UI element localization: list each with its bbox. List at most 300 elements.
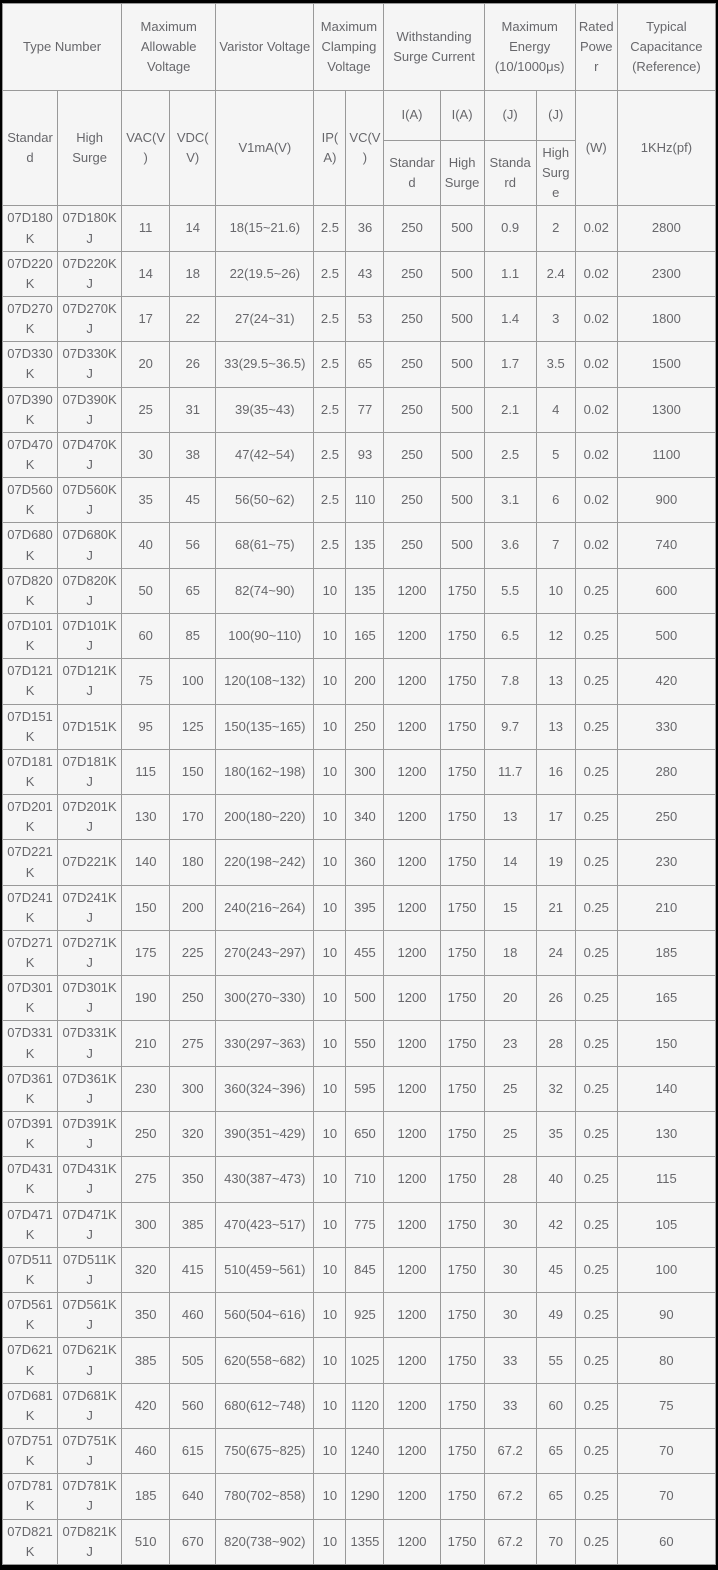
cell: 1200: [384, 930, 440, 975]
cell: 1100: [617, 432, 715, 477]
cell: 1200: [384, 1021, 440, 1066]
cell: 500: [440, 342, 484, 387]
cell: 0.25: [575, 749, 617, 794]
cell: 10: [314, 930, 346, 975]
cell: 0.02: [575, 342, 617, 387]
cell: 24: [536, 930, 575, 975]
cell: 07D330KJ: [58, 342, 122, 387]
cell: 65: [536, 1474, 575, 1519]
cell: 775: [346, 1202, 384, 1247]
cell: 1750: [440, 1429, 484, 1474]
cell: 07D680K: [3, 523, 58, 568]
cell: 19: [536, 840, 575, 885]
cell: 1750: [440, 1338, 484, 1383]
table-row: [3, 1066, 716, 1111]
cell: 1750: [440, 659, 484, 704]
cell: 340: [346, 795, 384, 840]
cell: 07D820KJ: [58, 568, 122, 613]
cell: 0.02: [575, 523, 617, 568]
subheader-ip: IP(A): [314, 91, 346, 206]
table-row: [3, 704, 716, 749]
cell: 280: [617, 749, 715, 794]
cell: 70: [617, 1429, 715, 1474]
cell: 0.02: [575, 478, 617, 523]
table-row: [3, 478, 716, 523]
cell: 710: [346, 1157, 384, 1202]
cell: 18(15~21.6): [216, 206, 314, 251]
cell: 250: [384, 296, 440, 341]
header-max-clamping-voltage: Maximum Clamping Voltage: [314, 4, 384, 91]
cell: 07D221K: [3, 840, 58, 885]
cell: 0.25: [575, 1293, 617, 1338]
cell: 1.1: [484, 251, 536, 296]
cell: 07D220KJ: [58, 251, 122, 296]
cell: 115: [617, 1157, 715, 1202]
table-row: [3, 251, 716, 296]
cell: 11: [122, 206, 170, 251]
cell: 27(24~31): [216, 296, 314, 341]
cell: 07D821KJ: [58, 1519, 122, 1564]
cell: 5: [536, 432, 575, 477]
cell: 0.02: [575, 296, 617, 341]
cell: 350: [122, 1293, 170, 1338]
cell: 10: [314, 1202, 346, 1247]
cell: 75: [617, 1383, 715, 1428]
cell: 1290: [346, 1474, 384, 1519]
table-row: [3, 568, 716, 613]
cell: 500: [440, 478, 484, 523]
cell: 615: [170, 1429, 216, 1474]
cell: 500: [440, 387, 484, 432]
cell: 595: [346, 1066, 384, 1111]
cell: 845: [346, 1247, 384, 1292]
cell: 14: [170, 206, 216, 251]
cell: 1750: [440, 930, 484, 975]
cell: 31: [170, 387, 216, 432]
cell: 10: [314, 1247, 346, 1292]
subheader-energy-unit-standard: (J): [484, 91, 536, 141]
cell: 0.25: [575, 1021, 617, 1066]
table-row: [3, 1247, 716, 1292]
cell: 125: [170, 704, 216, 749]
cell: 1500: [617, 342, 715, 387]
cell: 500: [440, 296, 484, 341]
cell: 65: [170, 568, 216, 613]
cell: 42: [536, 1202, 575, 1247]
cell: 93: [346, 432, 384, 477]
table-row: [3, 840, 716, 885]
cell: 250: [384, 432, 440, 477]
cell: 455: [346, 930, 384, 975]
cell: 07D560K: [3, 478, 58, 523]
header-typical-capacitance: Typical Capacitance (Reference): [617, 4, 715, 91]
cell: 1200: [384, 613, 440, 658]
cell: 2.5: [314, 342, 346, 387]
cell: 07D560KJ: [58, 478, 122, 523]
cell: 250: [346, 704, 384, 749]
cell: 22: [170, 296, 216, 341]
cell: 2.4: [536, 251, 575, 296]
cell: 68(61~75): [216, 523, 314, 568]
cell: 40: [122, 523, 170, 568]
cell: 70: [536, 1519, 575, 1564]
cell: 12: [536, 613, 575, 658]
cell: 180(162~198): [216, 749, 314, 794]
subheader-energy-high-surge: High Surge: [536, 141, 575, 206]
cell: 560: [170, 1383, 216, 1428]
cell: 25: [484, 1112, 536, 1157]
cell: 650: [346, 1112, 384, 1157]
cell: 670: [170, 1519, 216, 1564]
cell: 0.02: [575, 251, 617, 296]
cell: 1800: [617, 296, 715, 341]
cell: 2300: [617, 251, 715, 296]
cell: 60: [536, 1383, 575, 1428]
table-row: [3, 432, 716, 477]
cell: 45: [170, 478, 216, 523]
table-row: [3, 342, 716, 387]
cell: 150: [122, 885, 170, 930]
cell: 1200: [384, 568, 440, 613]
cell: 925: [346, 1293, 384, 1338]
table-row: [3, 1021, 716, 1066]
subheader-surge-standard: Standard: [384, 141, 440, 206]
cell: 1750: [440, 1293, 484, 1338]
header-type-number: Type Number: [3, 4, 122, 91]
cell: 13: [536, 704, 575, 749]
cell: 640: [170, 1474, 216, 1519]
cell: 1200: [384, 1293, 440, 1338]
cell: 39(35~43): [216, 387, 314, 432]
varistor-spec-table: [2, 3, 716, 1565]
cell: 1750: [440, 749, 484, 794]
cell: 600: [617, 568, 715, 613]
cell: 200: [170, 885, 216, 930]
cell: 460: [170, 1293, 216, 1338]
cell: 07D390K: [3, 387, 58, 432]
cell: 330(297~363): [216, 1021, 314, 1066]
cell: 30: [484, 1293, 536, 1338]
cell: 250: [170, 976, 216, 1021]
cell: 10: [314, 613, 346, 658]
cell: 250: [617, 795, 715, 840]
cell: 360: [346, 840, 384, 885]
cell: 10: [314, 568, 346, 613]
cell: 0.25: [575, 1383, 617, 1428]
cell: 07D361KJ: [58, 1066, 122, 1111]
cell: 2800: [617, 206, 715, 251]
cell: 30: [484, 1202, 536, 1247]
cell: 175: [122, 930, 170, 975]
cell: 26: [536, 976, 575, 1021]
cell: 10: [314, 795, 346, 840]
cell: 22(19.5~26): [216, 251, 314, 296]
cell: 07D271K: [3, 930, 58, 975]
cell: 500: [440, 523, 484, 568]
cell: 165: [617, 976, 715, 1021]
cell: 2.1: [484, 387, 536, 432]
cell: 28: [484, 1157, 536, 1202]
cell: 10: [314, 1066, 346, 1111]
cell: 60: [122, 613, 170, 658]
cell: 1200: [384, 1066, 440, 1111]
table-row: [3, 296, 716, 341]
cell: 47(42~54): [216, 432, 314, 477]
cell: 100(90~110): [216, 613, 314, 658]
cell: 07D101K: [3, 613, 58, 658]
cell: 16: [536, 749, 575, 794]
cell: 07D271KJ: [58, 930, 122, 975]
cell: 07D511K: [3, 1247, 58, 1292]
cell: 0.25: [575, 930, 617, 975]
cell: 25: [484, 1066, 536, 1111]
cell: 1200: [384, 1202, 440, 1247]
cell: 250: [384, 387, 440, 432]
cell: 1750: [440, 840, 484, 885]
cell: 10: [536, 568, 575, 613]
cell: 07D621KJ: [58, 1338, 122, 1383]
cell: 1750: [440, 704, 484, 749]
cell: 50: [122, 568, 170, 613]
cell: 0.9: [484, 206, 536, 251]
cell: 07D151K: [3, 704, 58, 749]
cell: 67.2: [484, 1474, 536, 1519]
cell: 07D101KJ: [58, 613, 122, 658]
subheader-watt: (W): [575, 91, 617, 206]
cell: 07D180KJ: [58, 206, 122, 251]
cell: 65: [346, 342, 384, 387]
subheader-vac: VAC(V): [122, 91, 170, 206]
cell: 0.25: [575, 1247, 617, 1292]
table-row: [3, 976, 716, 1021]
cell: 07D121KJ: [58, 659, 122, 704]
cell: 2.5: [314, 432, 346, 477]
cell: 30: [122, 432, 170, 477]
cell: 1200: [384, 976, 440, 1021]
cell: 1200: [384, 1429, 440, 1474]
cell: 300: [346, 749, 384, 794]
cell: 45: [536, 1247, 575, 1292]
cell: 620(558~682): [216, 1338, 314, 1383]
cell: 250: [384, 523, 440, 568]
cell: 1200: [384, 1247, 440, 1292]
cell: 505: [170, 1338, 216, 1383]
cell: 1750: [440, 1021, 484, 1066]
cell: 460: [122, 1429, 170, 1474]
cell: 0.25: [575, 659, 617, 704]
cell: 120(108~132): [216, 659, 314, 704]
cell: 07D511KJ: [58, 1247, 122, 1292]
cell: 1200: [384, 1112, 440, 1157]
cell: 1750: [440, 1383, 484, 1428]
cell: 53: [346, 296, 384, 341]
cell: 07D201KJ: [58, 795, 122, 840]
header-rated-power: Rated Power: [575, 4, 617, 91]
cell: 1750: [440, 568, 484, 613]
cell: 2.5: [314, 251, 346, 296]
cell: 10: [314, 659, 346, 704]
cell: 07D361K: [3, 1066, 58, 1111]
cell: 3.6: [484, 523, 536, 568]
cell: 75: [122, 659, 170, 704]
cell: 220(198~242): [216, 840, 314, 885]
cell: 360(324~396): [216, 1066, 314, 1111]
cell: 135: [346, 568, 384, 613]
cell: 510(459~561): [216, 1247, 314, 1292]
subheader-vdc: VDC(V): [170, 91, 216, 206]
cell: 10: [314, 1021, 346, 1066]
cell: 07D221K: [58, 840, 122, 885]
cell: 07D470K: [3, 432, 58, 477]
cell: 150: [617, 1021, 715, 1066]
subheader-khz-pf: 1KHz(pf): [617, 91, 715, 206]
cell: 0.25: [575, 613, 617, 658]
cell: 420: [617, 659, 715, 704]
table-row: [3, 1202, 716, 1247]
cell: 56: [170, 523, 216, 568]
cell: 0.25: [575, 1112, 617, 1157]
cell: 420: [122, 1383, 170, 1428]
cell: 33: [484, 1383, 536, 1428]
cell: 10: [314, 840, 346, 885]
table-row: [3, 206, 716, 251]
cell: 10: [314, 704, 346, 749]
cell: 320: [170, 1112, 216, 1157]
cell: 0.25: [575, 1338, 617, 1383]
cell: 1200: [384, 1383, 440, 1428]
cell: 1200: [384, 1474, 440, 1519]
cell: 7.8: [484, 659, 536, 704]
cell: 07D681KJ: [58, 1383, 122, 1428]
cell: 1200: [384, 795, 440, 840]
cell: 07D151K: [58, 704, 122, 749]
cell: 240(216~264): [216, 885, 314, 930]
cell: 10: [314, 1519, 346, 1564]
cell: 25: [122, 387, 170, 432]
cell: 390(351~429): [216, 1112, 314, 1157]
cell: 1200: [384, 1338, 440, 1383]
cell: 185: [122, 1474, 170, 1519]
cell: 1240: [346, 1429, 384, 1474]
cell: 1120: [346, 1383, 384, 1428]
cell: 500: [440, 251, 484, 296]
cell: 225: [170, 930, 216, 975]
cell: 07D181K: [3, 749, 58, 794]
cell: 1750: [440, 885, 484, 930]
cell: 10: [314, 1429, 346, 1474]
cell: 10: [314, 976, 346, 1021]
cell: 15: [484, 885, 536, 930]
cell: 750(675~825): [216, 1429, 314, 1474]
cell: 07D681K: [3, 1383, 58, 1428]
cell: 170: [170, 795, 216, 840]
cell: 0.25: [575, 1157, 617, 1202]
cell: 415: [170, 1247, 216, 1292]
cell: 11.7: [484, 749, 536, 794]
cell: 3.5: [536, 342, 575, 387]
cell: 82(74~90): [216, 568, 314, 613]
cell: 0.02: [575, 432, 617, 477]
table-row: [3, 523, 716, 568]
cell: 55: [536, 1338, 575, 1383]
cell: 1355: [346, 1519, 384, 1564]
cell: 3: [536, 296, 575, 341]
cell: 07D820K: [3, 568, 58, 613]
cell: 510: [122, 1519, 170, 1564]
cell: 300: [122, 1202, 170, 1247]
cell: 1750: [440, 1157, 484, 1202]
table-row: [3, 930, 716, 975]
cell: 2.5: [314, 523, 346, 568]
cell: 07D180K: [3, 206, 58, 251]
cell: 17: [122, 296, 170, 341]
cell: 165: [346, 613, 384, 658]
cell: 07D270K: [3, 296, 58, 341]
cell: 43: [346, 251, 384, 296]
cell: 250: [384, 342, 440, 387]
cell: 0.25: [575, 1066, 617, 1111]
cell: 560(504~616): [216, 1293, 314, 1338]
cell: 275: [170, 1021, 216, 1066]
cell: 230: [617, 840, 715, 885]
table-row: [3, 1157, 716, 1202]
cell: 07D561K: [3, 1293, 58, 1338]
cell: 100: [617, 1247, 715, 1292]
cell: 32: [536, 1066, 575, 1111]
cell: 2: [536, 206, 575, 251]
cell: 49: [536, 1293, 575, 1338]
table-body: [3, 206, 716, 1564]
cell: 07D301K: [3, 976, 58, 1021]
cell: 320: [122, 1247, 170, 1292]
cell: 5.5: [484, 568, 536, 613]
cell: 200(180~220): [216, 795, 314, 840]
cell: 1200: [384, 704, 440, 749]
cell: 130: [122, 795, 170, 840]
cell: 10: [314, 749, 346, 794]
cell: 10: [314, 1112, 346, 1157]
cell: 550: [346, 1021, 384, 1066]
header-maximum-energy: Maximum Energy (10/1000μs): [484, 4, 575, 91]
cell: 10: [314, 1383, 346, 1428]
subheader-energy-standard: Standard: [484, 141, 536, 206]
cell: 105: [617, 1202, 715, 1247]
cell: 07D181KJ: [58, 749, 122, 794]
table-row: [3, 1383, 716, 1428]
cell: 1200: [384, 749, 440, 794]
header-withstanding-surge-current: Withstanding Surge Current: [384, 4, 484, 91]
cell: 300: [170, 1066, 216, 1111]
cell: 500: [440, 432, 484, 477]
cell: 95: [122, 704, 170, 749]
cell: 07D561KJ: [58, 1293, 122, 1338]
cell: 23: [484, 1021, 536, 1066]
cell: 1750: [440, 1066, 484, 1111]
cell: 30: [484, 1247, 536, 1292]
cell: 36: [346, 206, 384, 251]
header-max-allowable-voltage: Maximum Allowable Voltage: [122, 4, 216, 91]
cell: 17: [536, 795, 575, 840]
table-row: [3, 749, 716, 794]
cell: 07D470KJ: [58, 432, 122, 477]
cell: 1750: [440, 1519, 484, 1564]
cell: 18: [484, 930, 536, 975]
subheader-vc: VC(V): [346, 91, 384, 206]
cell: 67.2: [484, 1519, 536, 1564]
cell: 1200: [384, 659, 440, 704]
cell: 0.25: [575, 840, 617, 885]
cell: 14: [122, 251, 170, 296]
